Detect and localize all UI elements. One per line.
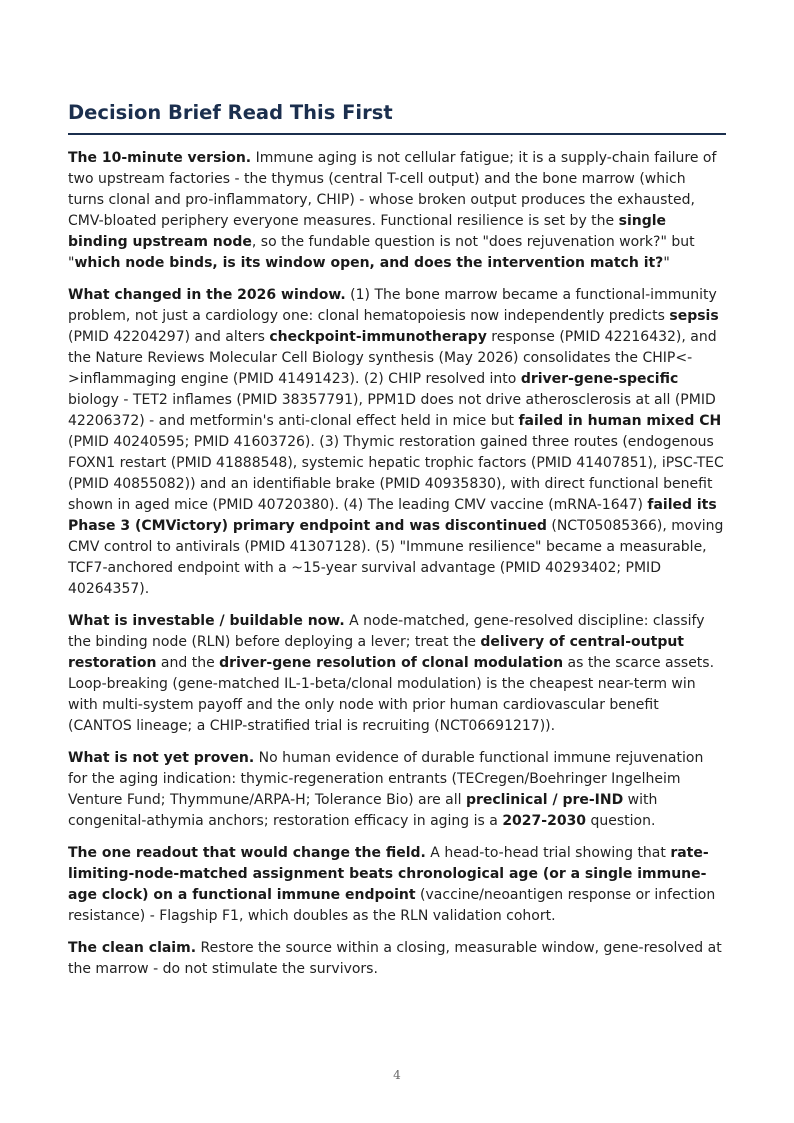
body-text: A head-to-head trial showing that xyxy=(425,845,671,861)
emphasis-text: driver-gene-specific xyxy=(520,371,679,387)
paragraph xyxy=(68,748,726,832)
emphasis-text: driver-gene resolution of clonal modulation xyxy=(219,655,564,671)
emphasis-text: preclinical / pre-IND xyxy=(465,792,624,808)
body-text: No human evidence of durable functional immune rejuvenation for the aging indication: thymic-regeneration entrants (TECregen/Boehringer Ingelheim Venture Fund; Thymmune/ARPA-H; Tolerance Bio) are all xyxy=(68,750,704,808)
paragraph-heading: The 10-minute version. xyxy=(68,150,252,166)
paragraph-heading: What is investable / buildable now. xyxy=(68,613,345,629)
paragraph xyxy=(68,148,726,274)
body-text: (1) The bone marrow became a functional-immunity problem, not just a cardiology one: clonal hematopoiesis now independently predicts xyxy=(68,287,717,324)
emphasis-text: checkpoint-immunotherapy xyxy=(269,329,487,345)
emphasis-text: failed in human mixed CH xyxy=(518,413,722,429)
body-text: (PMID 40240595; PMID 41603726). (3) Thymic restoration gained three routes (endogenous FOXN1 restart (PMID 41888548), systemic hepatic trophic factors (PMID 41407851), iPSC-TEC (PMID 40855082)) and an identifiable brake (PMID 40935830), with direct functional benefit shown in aged mice (PMID 40720380). (4) The leading CMV vaccine (mRNA-1647) xyxy=(68,434,724,513)
paragraph xyxy=(68,285,726,600)
emphasis-text: sepsis xyxy=(669,308,719,324)
body-text: response (PMID 42216432), and the Nature Reviews Molecular Cell Biology synthesis (May 2026) consolidates the CHIP<->inflammaging engine (PMID 41491423). (2) CHIP resolved into xyxy=(68,329,717,387)
body-text: biology - TET2 inflames (PMID 38357791), PPM1D does not drive atherosclerosis at all (PMID 42206372) - and metformin's anti-clonal effect held in mice but xyxy=(68,392,716,429)
emphasis-text: which node binds, is its window open, and does the intervention match it? xyxy=(74,255,664,271)
body-text: and the xyxy=(156,655,220,671)
emphasis-text: 2027-2030 xyxy=(502,813,587,829)
paragraph xyxy=(68,843,726,927)
emphasis-text: delivery of central-output restoration xyxy=(68,634,685,671)
paragraph xyxy=(68,938,726,980)
body-text: " xyxy=(663,255,670,271)
body-text: Immune aging is not cellular fatigue; it is a supply-chain failure of two upstream factories - the thymus (central T-cell output) and the bone marrow (which turns clonal and pro-inflammatory, CHIP) - whose broken output produces the exhausted, CMV-bloated periphery everyone measures. Functional resilience is set by the xyxy=(68,150,717,229)
body-text: , so the fundable question is not "does rejuvenation work?" but " xyxy=(68,234,695,271)
document-body xyxy=(68,148,726,980)
paragraph-heading: What is not yet proven. xyxy=(68,750,255,766)
body-text: (PMID 42204297) and alters xyxy=(68,329,270,345)
body-text: Restore the source within a closing, measurable window, gene-resolved at the marrow - do not stimulate the survivors. xyxy=(68,940,722,977)
body-text: A node-matched, gene-resolved discipline: classify the binding node (RLN) before deploying a lever; treat the xyxy=(68,613,705,650)
emphasis-text: rate-limiting-node-matched assignment beats chronological age (or a single immune-age clock) on a functional immune endpoint xyxy=(68,845,709,903)
paragraph xyxy=(68,611,726,737)
paragraph-heading: The clean claim. xyxy=(68,940,197,956)
page-number: 4 xyxy=(393,1068,401,1082)
body-text: as the scarce assets. Loop-breaking (gene-matched IL-1-beta/clonal modulation) is the cheapest near-term win with multi-system payoff and the only node with prior human cardiovascular benefit (CANTOS lineage; a CHIP-stratified trial is recruiting (NCT06691217)). xyxy=(68,655,715,734)
document-page xyxy=(68,100,726,991)
emphasis-text: failed its Phase 3 (CMVictory) primary endpoint and was discontinued xyxy=(68,497,717,534)
body-text: question. xyxy=(586,813,656,829)
emphasis-text: single binding upstream node xyxy=(68,213,667,250)
paragraph-heading: The one readout that would change the field. xyxy=(68,845,426,861)
body-text: with congenital-athymia anchors; restoration efficacy in aging is a xyxy=(68,792,658,829)
body-text: (NCT05085366), moving CMV control to antivirals (PMID 41307128). (5) "Immune resilience" became a measurable, TCF7-anchored endpoint with a ~15-year survival advantage (PMID 40293402; PMID 40264357). xyxy=(68,518,724,597)
paragraph-heading: What changed in the 2026 window. xyxy=(68,287,346,303)
page-title: Decision Brief Read This First xyxy=(68,100,726,135)
body-text: (vaccine/neoantigen response or infection resistance) - Flagship F1, which doubles as the RLN validation cohort. xyxy=(68,887,716,924)
